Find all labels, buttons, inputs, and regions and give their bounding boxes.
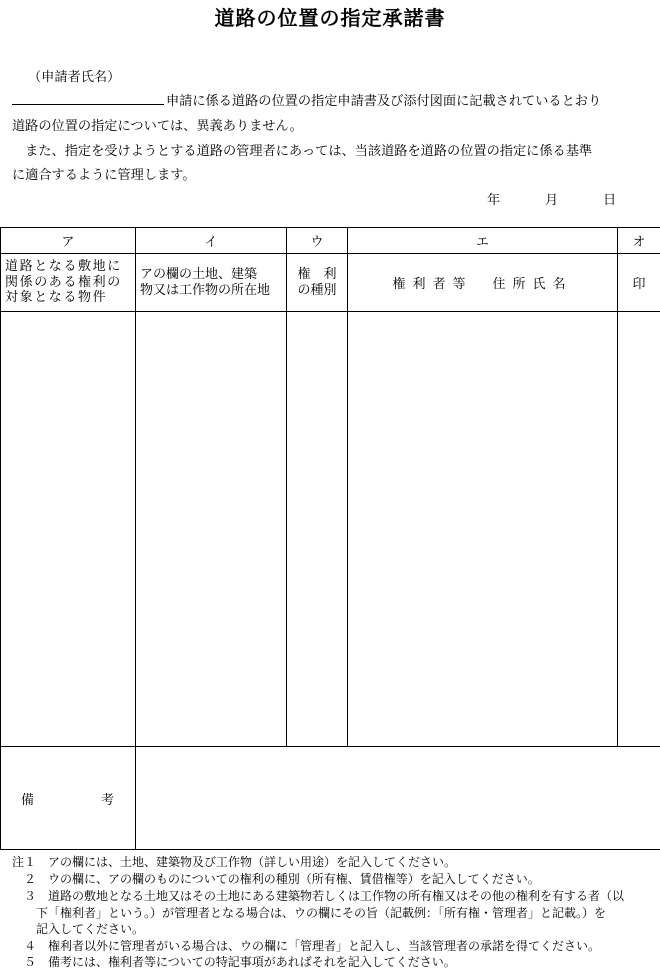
paragraph-1-text: 申請に係る道路の位置の指定申請書及び添付図面に記載されているとおり <box>166 94 601 109</box>
entry-row <box>1 312 660 747</box>
paragraph-2-line-2: に適合するように管理します。 <box>12 164 196 183</box>
date-year-label: 年 <box>487 189 500 208</box>
paragraph-2-line-1: また、指定を受けようとする道路の管理者にあっては、当該道路を道路の位置の指定に係る基準 <box>12 140 592 159</box>
subheader-seal: 印 <box>618 254 660 312</box>
note-1-number: 注１ <box>12 855 36 869</box>
subheader-holder: 権利者等 住所氏名 <box>348 254 618 312</box>
entry-holder-cell[interactable] <box>348 312 618 747</box>
subheader-property-line-2: 関係のある権利の <box>5 275 135 291</box>
note-3-number: ３ <box>24 889 36 903</box>
subheader-location-line-1: アの欄の土地、建築 <box>140 267 286 283</box>
document-title: 道路の位置の指定承諾書 <box>0 2 660 31</box>
note-4-number: ４ <box>24 939 36 953</box>
note-5-number: ５ <box>24 955 36 969</box>
note-4 <box>24 938 600 954</box>
consent-table <box>0 227 660 850</box>
applicant-label: （申請者氏名） <box>28 66 120 85</box>
remarks-label <box>1 747 136 850</box>
note-3-continued-1: 下「権利者」という。）が管理者となる場合は、ウの欄にその旨（記載例：「所有権・管理者」と記載。）を <box>36 905 606 921</box>
subheader-right-type <box>287 254 348 312</box>
entry-property-cell[interactable] <box>1 312 136 747</box>
note-2-number: ２ <box>24 872 36 886</box>
paragraph-1-line-1 <box>12 90 601 109</box>
subheader-location <box>136 254 287 312</box>
column-header-e: エ <box>348 228 618 254</box>
column-header-i: イ <box>136 228 287 254</box>
note-3 <box>24 888 624 904</box>
subheader-right-type-line-1: 権 利 <box>287 267 347 283</box>
note-2 <box>24 871 540 887</box>
subheader-property-line-1: 道路となる敷地に <box>5 259 135 275</box>
entry-seal-cell[interactable] <box>618 312 660 747</box>
remarks-row <box>1 747 660 850</box>
subheader-row <box>1 254 660 312</box>
subheader-property-line-3: 対象となる物件 <box>5 290 135 306</box>
note-4-text: 権利者以外に管理者がいる場合は、ウの欄に「管理者」と記入し、当該管理者の承諾を得てください。 <box>48 939 600 953</box>
date-month-label: 月 <box>545 189 558 208</box>
column-header-o: オ <box>618 228 660 254</box>
note-5-text: 備考には、権利者等についての特記事項があればそれを記入してください。 <box>48 955 456 969</box>
note-2-text: ウの欄に、アの欄のものについての権利の種別（所有権、賃借権等）を記入してください。 <box>48 872 540 886</box>
remarks-cell[interactable] <box>136 747 660 850</box>
date-day-label: 日 <box>603 189 616 208</box>
note-3-text: 道路の敷地となる土地又はその土地にある建築物若しくは工作物の所有権又はその他の権利を有する者（以 <box>48 889 624 903</box>
note-1 <box>12 854 456 870</box>
remarks-label-2: 考 <box>101 793 114 808</box>
applicant-name-blank[interactable] <box>12 92 164 105</box>
column-header-a: ア <box>1 228 136 254</box>
paragraph-1-line-2: 道路の位置の指定については、異義ありません。 <box>12 115 303 134</box>
subheader-location-line-2: 物又は工作物の所在地 <box>140 283 286 299</box>
note-3-continued-2: 記入してください。 <box>36 921 144 937</box>
remarks-label-1: 備 <box>21 789 101 808</box>
subheader-property <box>1 254 136 312</box>
note-1-text: アの欄には、土地、建築物及び工作物（詳しい用途）を記入してください。 <box>48 855 456 869</box>
column-header-u: ウ <box>287 228 348 254</box>
subheader-right-type-line-2: の種別 <box>287 283 347 299</box>
entry-right-type-cell[interactable] <box>287 312 348 747</box>
entry-location-cell[interactable] <box>136 312 287 747</box>
column-header-row <box>1 228 660 254</box>
